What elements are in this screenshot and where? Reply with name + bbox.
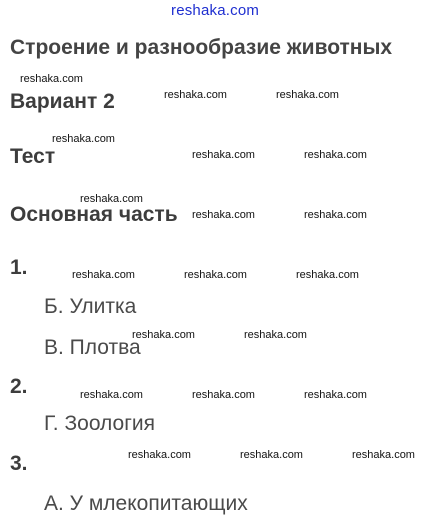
watermark: reshaka.com xyxy=(20,73,83,85)
watermark: reshaka.com xyxy=(72,269,135,281)
page-title: Строение и разнообразие животных xyxy=(10,36,393,59)
watermark: reshaka.com xyxy=(276,89,339,101)
watermark: reshaka.com xyxy=(52,133,115,145)
watermark: reshaka.com xyxy=(304,149,367,161)
variant-heading: Вариант 2 xyxy=(10,90,115,113)
watermark: reshaka.com xyxy=(296,269,359,281)
watermark: reshaka.com xyxy=(244,329,307,341)
watermark: reshaka.com xyxy=(304,209,367,221)
watermark: reshaka.com xyxy=(128,449,191,461)
question-number-2: 2. xyxy=(10,375,28,398)
main-part-heading: Основная часть xyxy=(10,203,178,226)
watermark: reshaka.com xyxy=(192,149,255,161)
watermark: reshaka.com xyxy=(164,89,227,101)
watermark: reshaka.com xyxy=(184,269,247,281)
watermark: reshaka.com xyxy=(80,389,143,401)
watermark: reshaka.com xyxy=(304,389,367,401)
answer-2-1: Г. Зоология xyxy=(44,412,155,435)
watermark: reshaka.com xyxy=(352,449,415,461)
answer-1-2: В. Плотва xyxy=(44,336,141,359)
watermark: reshaka.com xyxy=(192,209,255,221)
watermark: reshaka.com xyxy=(240,449,303,461)
watermark: reshaka.com xyxy=(132,329,195,341)
watermark: reshaka.com xyxy=(192,389,255,401)
test-heading: Тест xyxy=(10,145,56,168)
answer-1-1: Б. Улитка xyxy=(44,295,137,318)
answer-3-1: А. У млекопитающих xyxy=(44,492,248,515)
question-number-1: 1. xyxy=(10,256,28,279)
top-watermark: reshaka.com xyxy=(171,2,260,19)
question-number-3: 3. xyxy=(10,452,28,475)
watermark: reshaka.com xyxy=(80,193,143,205)
